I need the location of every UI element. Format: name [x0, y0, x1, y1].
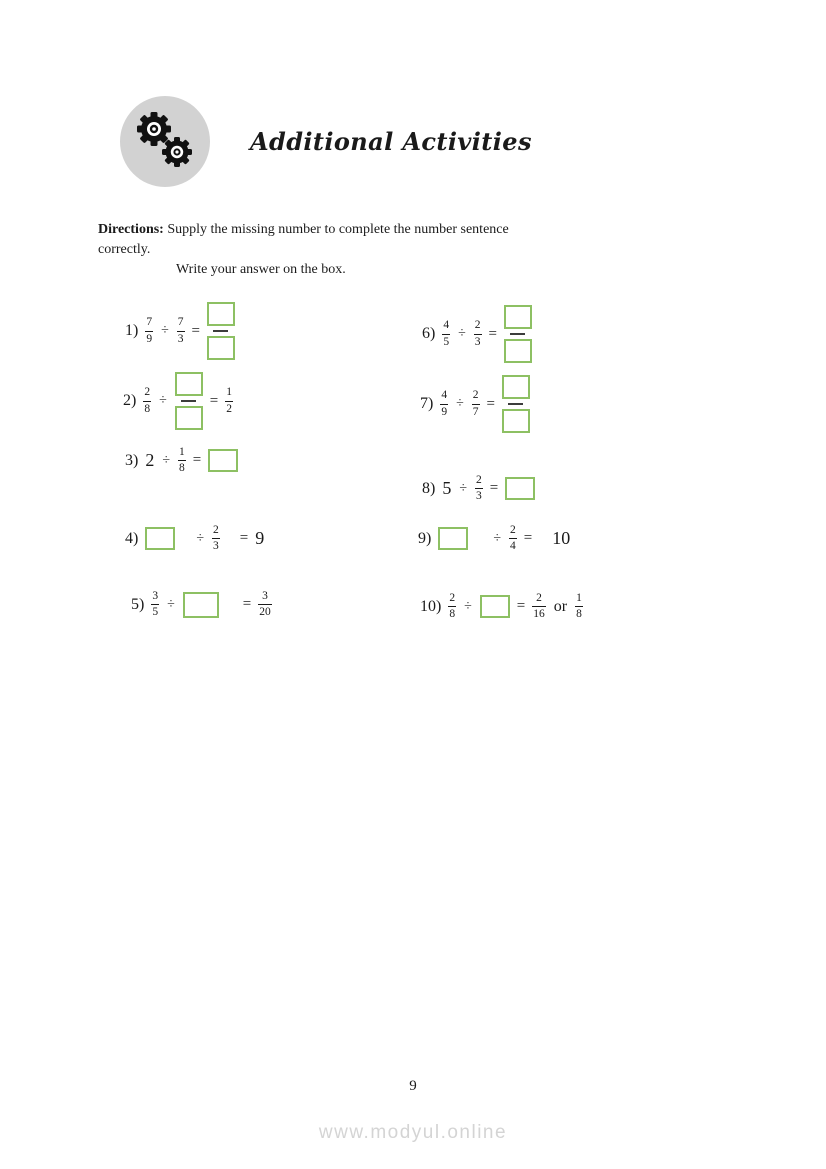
- problem-8: [422, 474, 535, 503]
- spacer: [475, 538, 485, 539]
- fraction-line: [258, 604, 272, 605]
- divide-sign: ÷: [161, 323, 169, 338]
- fraction: [440, 389, 448, 418]
- fraction-denominator: 3: [476, 490, 482, 503]
- page-title: Additional Activities: [250, 127, 532, 156]
- fraction-denominator: 9: [441, 405, 448, 418]
- equals-sign: =: [242, 596, 252, 613]
- answer-box[interactable]: [504, 339, 532, 363]
- fraction: [258, 590, 272, 619]
- problem-10: [420, 592, 583, 621]
- fraction: [145, 316, 153, 345]
- divide-sign: ÷: [196, 530, 205, 546]
- directions-text: Supply the missing number to complete the number sentence: [163, 222, 509, 237]
- fraction-line: [212, 538, 220, 539]
- fraction-line: [475, 488, 483, 489]
- fraction-line: [442, 334, 450, 335]
- divide-sign: ÷: [456, 396, 464, 411]
- spacer: [182, 538, 188, 539]
- answer-box[interactable]: [175, 372, 203, 396]
- fraction-numerator: 1: [226, 386, 232, 399]
- equals-sign: =: [239, 530, 249, 547]
- divide-sign: ÷: [159, 393, 167, 408]
- directions-line2: correctly.: [98, 242, 151, 257]
- fraction: [475, 474, 483, 503]
- fraction-denominator: 8: [449, 608, 456, 621]
- answer-box[interactable]: [183, 592, 219, 618]
- problem-number: 5): [131, 595, 145, 613]
- fraction-denominator: 2: [226, 402, 232, 415]
- fraction-line: [575, 606, 583, 607]
- answer-fraction-line: [213, 330, 228, 332]
- fraction-line: [143, 401, 151, 402]
- fraction-denominator: 3: [213, 540, 219, 553]
- divide-sign: ÷: [493, 530, 502, 546]
- directions-label: Directions:: [98, 222, 164, 237]
- fraction-numerator: 2: [144, 386, 151, 399]
- fraction-denominator: 9: [146, 332, 153, 345]
- answer-box[interactable]: [207, 336, 235, 360]
- problem-number: 2): [123, 392, 137, 409]
- answer-box[interactable]: [175, 406, 203, 430]
- answer-box[interactable]: [502, 375, 530, 399]
- fraction-numerator: 2: [510, 524, 516, 536]
- equals-sign: =: [191, 322, 200, 339]
- directions-line1: [98, 220, 698, 240]
- equals-sign: =: [486, 395, 495, 412]
- fraction-line: [225, 401, 233, 402]
- fraction-line: [151, 604, 159, 605]
- answer-fraction-line: [181, 400, 196, 402]
- answer-box[interactable]: [438, 527, 468, 550]
- problem-9: [418, 524, 570, 553]
- fraction: [151, 590, 159, 619]
- answer-box[interactable]: [502, 409, 530, 433]
- fraction-numerator: 7: [177, 316, 184, 329]
- answer-fraction-box: [175, 372, 203, 430]
- directions-line3: Write your answer on the box.: [176, 262, 346, 277]
- fraction: [532, 592, 546, 621]
- fraction-numerator: 4: [443, 319, 450, 332]
- answer-box[interactable]: [207, 302, 235, 326]
- page-number: 9: [409, 1078, 417, 1094]
- spacer: [226, 604, 236, 605]
- divide-sign: ÷: [162, 452, 171, 468]
- fraction-line: [440, 404, 448, 405]
- problem-number: 9): [418, 529, 432, 547]
- equals-sign: =: [192, 452, 202, 469]
- whole-number: 9: [255, 528, 265, 549]
- divide-sign: ÷: [464, 598, 472, 614]
- fraction: [474, 319, 482, 348]
- fraction: [509, 524, 517, 553]
- fraction-numerator: 1: [576, 592, 582, 604]
- equals-sign: =: [209, 392, 219, 409]
- fraction-denominator: 8: [576, 608, 582, 621]
- problem-number: 3): [125, 451, 139, 469]
- equals-sign: =: [516, 598, 526, 615]
- answer-fraction-line: [510, 333, 525, 335]
- gears-icon: [120, 97, 210, 187]
- equals-sign: =: [488, 325, 497, 342]
- fraction-denominator: 20: [259, 606, 271, 619]
- fraction-denominator: 7: [472, 405, 479, 418]
- answer-box[interactable]: [480, 595, 510, 618]
- divide-sign: ÷: [458, 326, 466, 341]
- fraction-numerator: 1: [179, 446, 185, 458]
- answer-fraction-box: [207, 302, 235, 360]
- fraction-line: [532, 606, 546, 607]
- fraction-numerator: 3: [152, 590, 159, 602]
- fraction-line: [178, 460, 186, 461]
- answer-fraction-box: [504, 305, 532, 363]
- problem-7: [420, 375, 530, 433]
- problem-5: [131, 590, 272, 619]
- fraction: [212, 524, 220, 553]
- problem-6: [422, 305, 532, 363]
- fraction-line: [448, 606, 456, 607]
- answer-box[interactable]: [208, 449, 238, 472]
- problem-number: 6): [422, 325, 436, 342]
- answer-fraction-box: [502, 375, 530, 433]
- whole-number: 5: [442, 478, 452, 499]
- answer-box[interactable]: [145, 527, 175, 550]
- divide-sign: ÷: [167, 596, 175, 612]
- divide-sign: ÷: [459, 480, 468, 496]
- fraction: [225, 386, 233, 415]
- problem-2: [123, 372, 233, 430]
- fraction-numerator: 3: [262, 590, 268, 602]
- fraction-numerator: 4: [441, 389, 448, 402]
- fraction-denominator: 3: [474, 335, 481, 348]
- fraction-denominator: 5: [443, 335, 450, 348]
- equals-sign: =: [489, 480, 499, 497]
- fraction-numerator: 2: [536, 592, 542, 604]
- whole-number: 2: [145, 450, 155, 471]
- fraction: [178, 446, 186, 475]
- spacer: [539, 538, 545, 539]
- equals-sign: =: [523, 530, 533, 547]
- fraction-line: [509, 538, 517, 539]
- answer-box[interactable]: [504, 305, 532, 329]
- problem-3: [125, 446, 238, 475]
- fraction: [177, 316, 185, 345]
- problem-number: 10): [420, 597, 442, 615]
- fraction-line: [472, 404, 480, 405]
- problem-4: [125, 524, 264, 553]
- fraction-numerator: 2: [213, 524, 219, 536]
- problem-1: [125, 302, 235, 360]
- fraction: [442, 319, 450, 348]
- directions: [98, 220, 698, 280]
- fraction-line: [177, 331, 185, 332]
- fraction-denominator: 8: [179, 462, 185, 475]
- fraction: [143, 386, 151, 415]
- fraction: [575, 592, 583, 621]
- or-text: or: [553, 597, 568, 615]
- watermark: www.modyul.online: [318, 1122, 508, 1143]
- problem-number: 1): [125, 322, 139, 339]
- fraction-denominator: 8: [144, 402, 151, 415]
- fraction-denominator: 4: [510, 540, 516, 553]
- problem-number: 8): [422, 479, 436, 497]
- fraction-line: [145, 331, 153, 332]
- fraction-numerator: 7: [146, 316, 153, 329]
- fraction-line: [474, 334, 482, 335]
- fraction-numerator: 2: [474, 319, 481, 332]
- fraction-denominator: 5: [152, 606, 159, 619]
- fraction-denominator: 16: [533, 608, 545, 621]
- fraction: [472, 389, 480, 418]
- fraction-numerator: 2: [449, 592, 456, 604]
- fraction-denominator: 3: [177, 332, 184, 345]
- fraction-numerator: 2: [476, 474, 482, 486]
- fraction: [448, 592, 456, 621]
- header-icon-circle: [120, 96, 210, 187]
- spacer: [227, 538, 233, 539]
- answer-box[interactable]: [505, 477, 535, 500]
- problem-number: 7): [420, 395, 434, 412]
- fraction-numerator: 2: [472, 389, 479, 402]
- problem-number: 4): [125, 529, 139, 547]
- answer-fraction-line: [508, 403, 523, 405]
- whole-number: 10: [552, 528, 571, 549]
